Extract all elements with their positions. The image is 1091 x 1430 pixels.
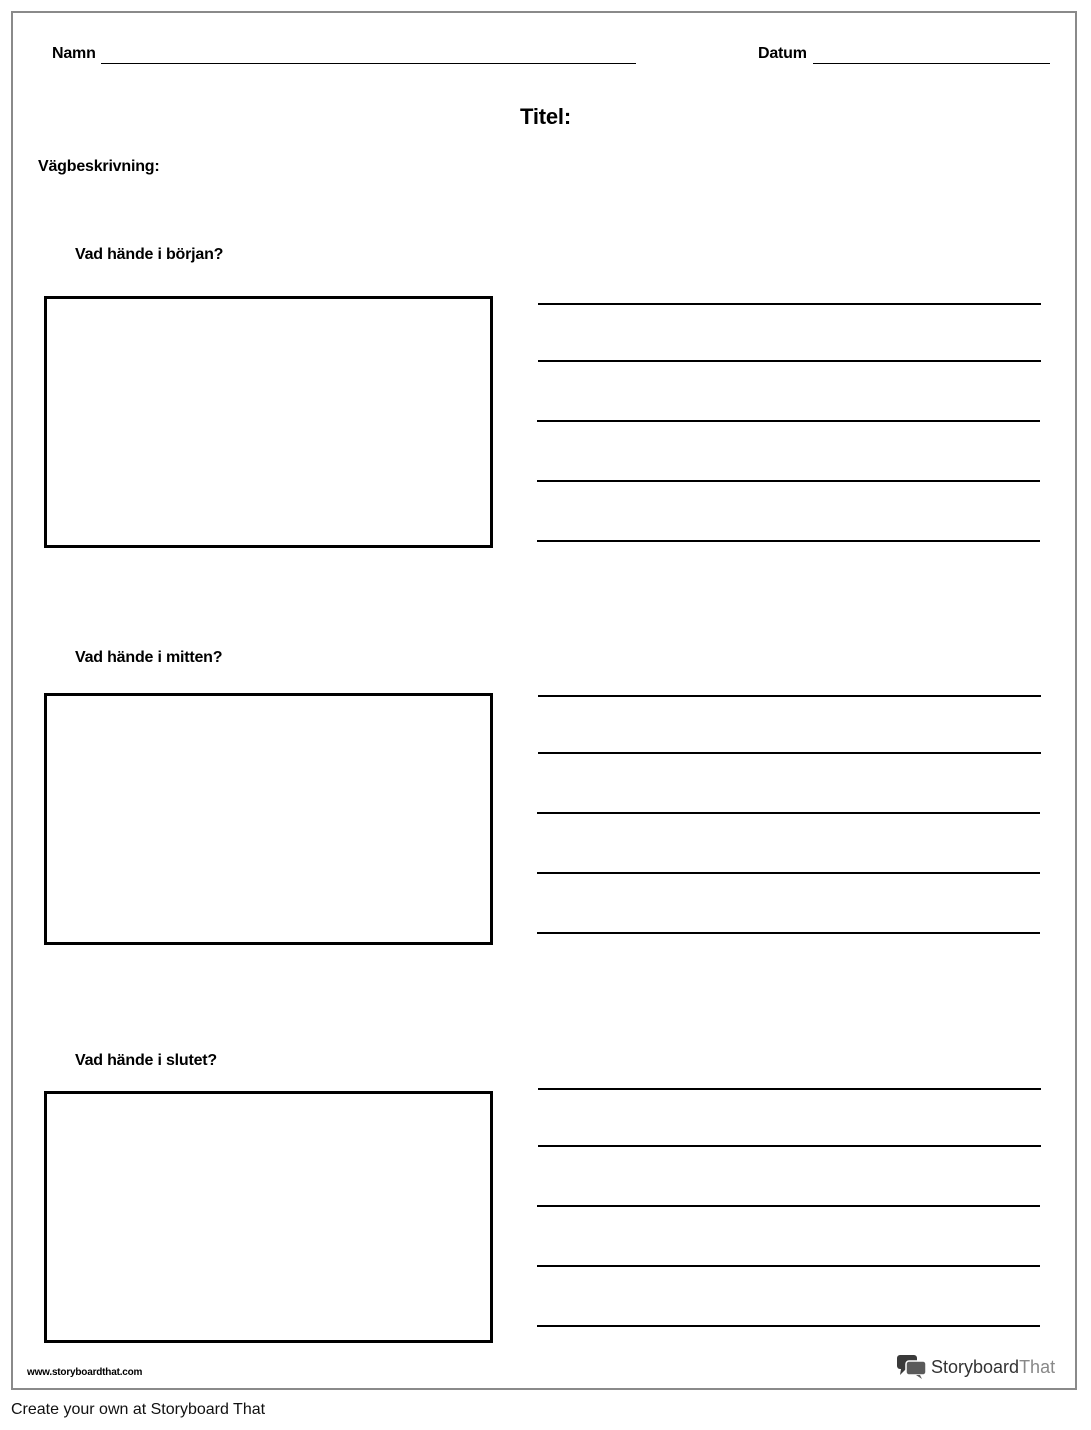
logo-text-accent: That xyxy=(1019,1356,1056,1377)
writing-line xyxy=(537,420,1040,422)
name-label: Namn xyxy=(52,45,96,62)
writing-line xyxy=(537,812,1040,814)
writing-line xyxy=(538,303,1041,305)
date-label: Datum xyxy=(758,45,807,62)
speech-bubbles-icon xyxy=(896,1354,928,1380)
storyboardthat-logo xyxy=(896,1354,1055,1380)
logo-text-main: Storyboard xyxy=(931,1356,1020,1377)
writing-line xyxy=(538,1088,1041,1090)
writing-line xyxy=(537,1265,1040,1267)
writing-line xyxy=(537,872,1040,874)
writing-line xyxy=(537,480,1040,482)
name-line xyxy=(101,63,636,64)
question-middle: Vad hände i mitten? xyxy=(75,649,223,666)
writing-line xyxy=(538,752,1041,754)
writing-line xyxy=(537,540,1040,542)
writing-line xyxy=(538,360,1041,362)
page-title: Titel: xyxy=(520,104,571,129)
writing-line xyxy=(538,695,1041,697)
writing-line xyxy=(537,932,1040,934)
writing-line xyxy=(537,1325,1040,1327)
question-end: Vad hände i slutet? xyxy=(75,1052,218,1069)
site-url: www.storyboardthat.com xyxy=(27,1367,143,1378)
create-your-own-link[interactable]: Create your own at Storyboard That xyxy=(11,1401,266,1418)
date-line xyxy=(813,63,1050,64)
writing-line xyxy=(537,1205,1040,1207)
question-beginning: Vad hände i början? xyxy=(75,246,224,263)
drawing-box-middle xyxy=(44,693,493,945)
drawing-box-beginning xyxy=(44,296,493,548)
drawing-box-end xyxy=(44,1091,493,1343)
instructions-label: Vägbeskrivning: xyxy=(38,158,160,175)
writing-line xyxy=(538,1145,1041,1147)
